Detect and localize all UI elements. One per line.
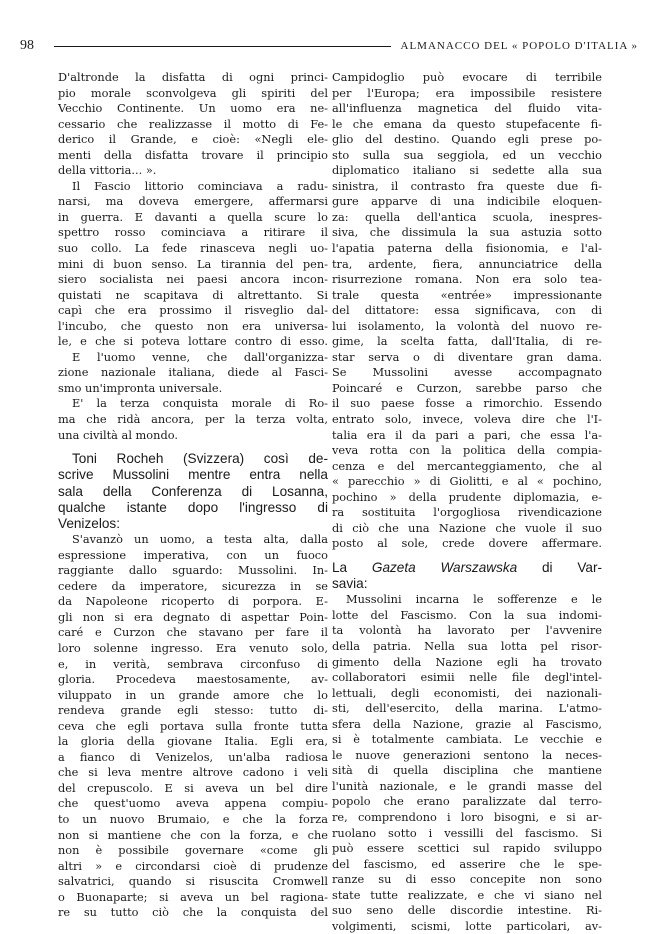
text-line: la gloria della giovane Italia. Egli era,: [58, 734, 328, 749]
left-column: [58, 70, 328, 921]
text-line: menti della disfatta trovare il principio: [58, 147, 328, 162]
text-line: non si mantiene che con la forza, e che: [58, 827, 328, 842]
text-line: lotte del Fascismo. Con la sua indomi-: [332, 607, 602, 622]
text-line: non è possibile governare «come gli: [58, 843, 328, 858]
text-line: Toni Rocheh (Svizzera) così de-: [72, 451, 328, 467]
text-line: e, in verità, sembrava circonfuso di: [58, 656, 328, 671]
right-column: [332, 70, 602, 934]
heading-suffix: di Var-: [517, 559, 602, 575]
text-line: Venizelos:: [58, 515, 120, 531]
text-line: trale questa «entrée» impressionante: [332, 287, 602, 302]
text-line: per l'Europa; era impossibile resistere: [332, 85, 602, 100]
text-line: altri » e circondarsi cioè di prudenze: [58, 858, 328, 873]
text-line: della vittoria... ».: [58, 163, 157, 178]
text-line: D'altronde la disfatta di ogni princi-: [58, 70, 328, 84]
gazeta-heading-line2: savia:: [332, 576, 368, 592]
text-line: da Napoleone ricoperto di porpora. E-: [58, 594, 328, 609]
text-line: viluppato in un grande amore che lo: [58, 687, 328, 702]
text-line: spettro rosso cominciava a ritirare il: [58, 225, 328, 240]
text-line: gime, la scelta fatta, dall'Italia, di re-: [332, 334, 602, 349]
text-line: glio del destino. Quando egli prese po-: [332, 132, 602, 147]
text-line: che si leva mentre altrove cadono i veli: [58, 765, 328, 780]
text-line: si è totalmente cambiata. Le vecchie e: [332, 732, 602, 747]
text-line: risurrezione romana. Non era solo tea-: [332, 272, 602, 287]
text-line: a fianco di Venizelos, un'alba radiosa: [58, 749, 328, 764]
text-line: pochino » della prudente diplomazia, e-: [332, 489, 602, 504]
heading-prefix: La: [332, 559, 372, 575]
text-line: della patria. Nella sua lotta pel risor-: [332, 639, 602, 653]
text-line: le, e che si poteva lottare contro di esso.: [58, 334, 328, 349]
running-title: ALMANACCO DEL « POPOLO D'ITALIA »: [400, 40, 638, 52]
text-line: talia era il da pari a pari, che essa l'a-: [332, 427, 602, 442]
text-line: tra, ardente, fiera, annunciatrice della: [332, 256, 602, 271]
text-line: l'unità nazionale, e le grandi masse del: [332, 778, 602, 793]
header-rule: [54, 46, 391, 47]
text-line: l'apatia paterna della fisionomia, e l'al-: [332, 241, 602, 256]
text-line: siero socialista nei paesi ancora incon-: [58, 272, 328, 287]
text-line: ruolano sotto i vessilli del fascismo. Si: [332, 825, 602, 840]
text-line: qualche istante dopo l'ingresso di: [58, 499, 328, 515]
text-line: volgimenti, scismi, lotte particolari, av-: [332, 918, 602, 933]
text-line: popolo che erano paralizzate dal terro-: [332, 794, 602, 809]
text-line: star serva o di diventare gran dama.: [332, 349, 602, 364]
text-line: loro solenne ingresso. Era venuto solo,: [58, 640, 328, 655]
text-line: sto sulla sua seggiola, ed un vecchio: [332, 147, 602, 162]
text-line: del dittatore: essa significava, con di: [332, 303, 602, 318]
text-line: siva, che dissimula la sua astuzia sotto: [332, 225, 602, 240]
text-line: diplomatico italiano si sedette alla sua: [332, 163, 602, 178]
text-line: scrive Mussolini mentre entra nella: [58, 467, 328, 483]
text-line: gloria. Procedeva maestosamente, av-: [58, 672, 328, 687]
text-line: Mussolini incarna le sofferenze e le: [346, 592, 602, 607]
text-line: entrato solo, invece, voleva dire che l'I-: [332, 412, 602, 427]
page-number: 98: [20, 38, 34, 53]
text-line: l'incubo, che questo non era universa-: [58, 318, 328, 333]
right-column-gazeta-text: [332, 592, 602, 934]
newspaper-title: Gazeta Warszawska: [371, 559, 518, 575]
text-line: salvatrici, quando si risuscita Cromwell: [58, 874, 328, 889]
text-line: cenza e del mercanteggiamento, che al: [332, 458, 602, 473]
text-line: del fascismo, ed asserire che le spe-: [332, 856, 602, 871]
text-line: Campidoglio può evocare di terribile: [332, 70, 602, 84]
text-line: derico il Grande, e cioè: «Negli ele-: [58, 132, 328, 147]
text-line: all'influenza magnetica del fluido vita-: [332, 101, 602, 116]
text-line: E' la terza conquista morale di Ro-: [72, 396, 328, 411]
text-line: gimento della Nazione egli ha trovato: [332, 654, 602, 669]
text-line: capì che era prossimo il risveglio dal-: [58, 303, 328, 318]
text-line: mini di buon senso. La tirannia del pen-: [58, 256, 328, 271]
text-line: Se Mussolini avesse accompagnato: [332, 365, 602, 380]
text-line: to un nuovo Brumaio, e che la forza: [58, 811, 328, 826]
text-line: del crepuscolo. E si aveva un bel dire: [58, 780, 328, 795]
text-line: pio morale sconvolgeva gli spiriti del: [58, 85, 328, 100]
text-line: rendeva grande egli stesso: tutto di-: [58, 703, 328, 718]
text-line: Poincaré e Curzon, sarebbe parso che: [332, 380, 602, 395]
text-line: ceva che egli portava sulla fronte tutta: [58, 718, 328, 733]
text-line: cedere da imperatore, sicurezza in se: [58, 578, 328, 593]
text-line: sinistra, il contrasto fra queste due fi-: [332, 178, 602, 193]
text-line: collaboratori esimii nelle file degl'intel-: [332, 670, 602, 685]
text-line: Vecchio Continente. Un uomo era ne-: [58, 101, 328, 116]
text-line: lettuali, degli economisti, dei nazionali-: [332, 685, 602, 700]
text-line: cessario che realizzasse il motto di Fe-: [58, 116, 328, 131]
text-line: una civiltà al mondo.: [58, 427, 178, 442]
text-line: caré e Curzon che stavano per fare il: [58, 625, 328, 640]
text-line: suo collo. La fede rinasceva negli uo-: [58, 241, 328, 256]
text-line: zione nazionale italiana, diede al Fasci-: [58, 365, 328, 380]
text-line: sità di quella disciplina che mantiene: [332, 763, 602, 778]
text-line: lui isolamento, la volontà del nuovo re-: [332, 318, 602, 333]
text-line: in guerra. E davanti a quella scure lo: [58, 209, 328, 224]
text-line: può essere scettici sul rapido sviluppo: [332, 841, 602, 856]
text-line: ta volontà ha lavorato per l'avvenire: [332, 623, 602, 638]
text-line: S'avanzò un uomo, a testa alta, dalla: [72, 532, 328, 547]
text-line: posto al sole, crede dovere affermare.: [332, 536, 602, 551]
text-line: ma che ridà ancora, per la terza volta,: [58, 412, 328, 427]
text-line: re, comprendono i loro bisogni, e si ar-: [332, 810, 602, 825]
text-line: za: quella dell'antica scuola, inespres-: [332, 209, 602, 224]
text-line: le che emana da questo stupefacente fi-: [332, 116, 602, 131]
text-line: state tutte realizzate, e che vi siano nel: [332, 887, 602, 902]
text-line: gli non si era degnato di aspettar Poin-: [58, 609, 328, 624]
text-line: quistati ne scapitava di altrettanto. Si: [58, 287, 328, 302]
text-line: re su tutto ciò che la conquista del: [58, 905, 328, 920]
text-line: gure apparve di una indicibile eloquen-: [332, 194, 602, 209]
text-line: smo un'impronta universale.: [58, 380, 223, 395]
running-header: [20, 38, 638, 54]
text-line: narsi, ma doveva emergere, affermarsi: [58, 194, 328, 209]
text-line: suo seno delle discordie intestine. Ri-: [332, 903, 602, 918]
text-line: espressione imperativa, con un fuoco: [58, 547, 328, 562]
text-line: sala della Conferenza di Losanna,: [58, 483, 328, 499]
text-line: sti, dell'esercito, della marina. L'atmo-: [332, 701, 602, 716]
text-line: veva rotta con la politica della compia-: [332, 443, 602, 458]
text-line: ranze su di esso concepite non sono: [332, 872, 602, 887]
text-line: raggiante dallo sguardo: Mussolini. In-: [58, 563, 328, 578]
text-line: Il Fascio littorio cominciava a radu-: [72, 178, 328, 193]
text-line: il suo paese fosse a rimorchio. Essendo: [332, 396, 602, 411]
text-line: che quest'uomo aveva appena compiu-: [58, 796, 328, 811]
text-line: le nuove generazioni sentono la neces-: [332, 747, 602, 762]
text-line: di ciò che una Nazione che vuole il suo: [332, 520, 602, 535]
right-column-quote: [332, 70, 602, 552]
text-line: sfera della Nazione, grazie al Fascismo,: [332, 716, 602, 731]
text-line: o Buonaparte; si aveva un bel ragiona-: [58, 889, 328, 904]
text-line: « parecchio » di Giolitti, e al « pochino,: [332, 474, 602, 489]
gazeta-heading: [332, 560, 602, 576]
text-line: ra sostituita l'orgogliosa rivendicazione: [332, 505, 602, 520]
text-line: E l'uomo venne, che dall'organizza-: [72, 349, 328, 364]
